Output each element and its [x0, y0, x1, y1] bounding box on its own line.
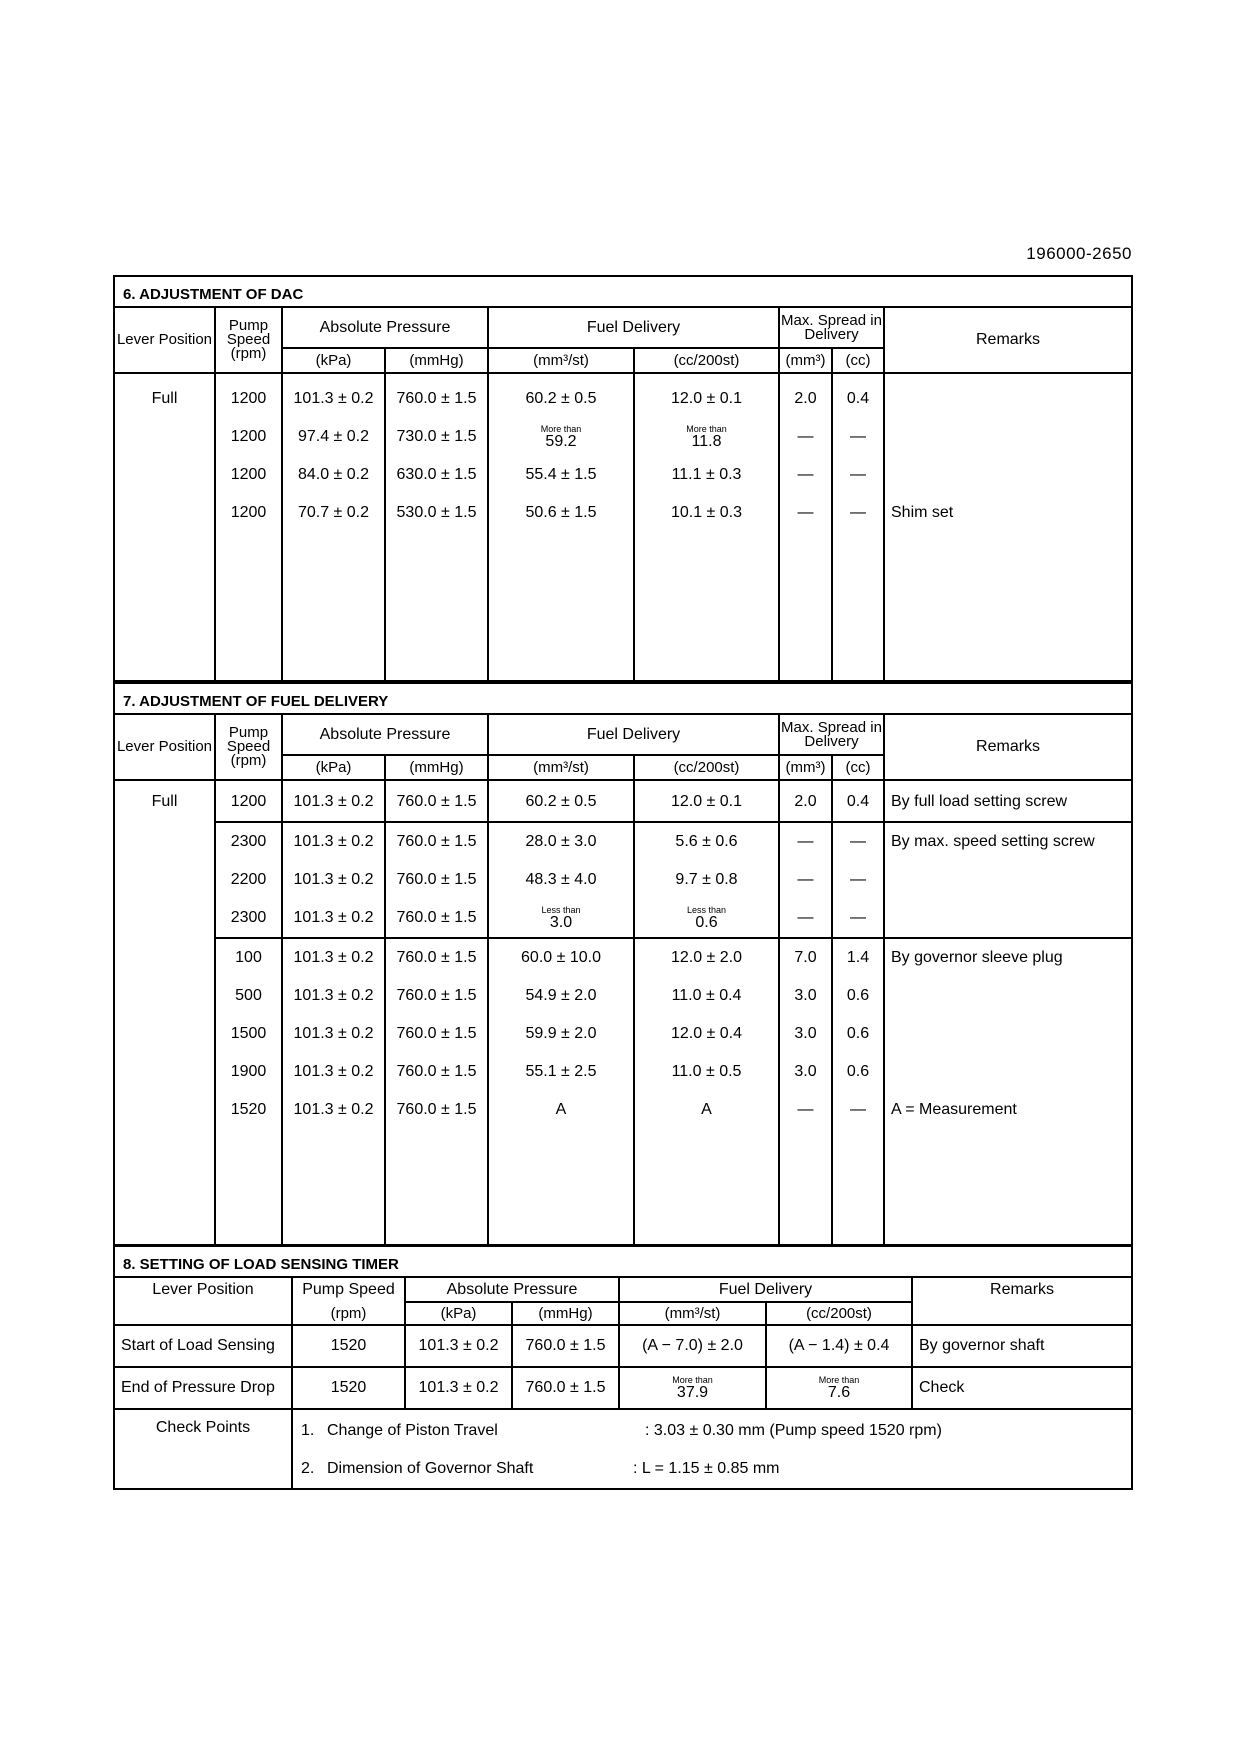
spread-mm3-value: 2.0 [794, 390, 817, 407]
document-number: 196000-2650 [1026, 244, 1132, 263]
kpa-value: 101.3 ± 0.2 [405, 1367, 512, 1409]
remark-text [885, 977, 1131, 1015]
spread-mm3-value: — [797, 871, 814, 888]
speed-column [215, 780, 282, 1245]
mmhg-value: 760.0 ± 1.5 [396, 833, 477, 850]
spread-cc-value: — [850, 466, 866, 483]
mmhg-value: 760.0 ± 1.5 [396, 949, 477, 966]
mm3st-value: 60.0 ± 10.0 [521, 949, 601, 966]
speed-value: 500 [235, 987, 262, 1004]
mmhg-value: 760.0 ± 1.5 [396, 793, 477, 810]
mm3st-value: 59.9 ± 2.0 [525, 1025, 597, 1042]
lever-position-header: Lever Position [114, 714, 215, 780]
speed-value: 1200 [230, 428, 267, 445]
cc200st-value: 0.6 [695, 913, 718, 931]
absolute-pressure-header: Absolute Pressure [282, 307, 488, 348]
mmhg-value: 760.0 ± 1.5 [396, 909, 477, 926]
section-8-title: 8. SETTING OF LOAD SENSING TIMER [114, 1246, 1132, 1277]
remarks-header: Remarks [912, 1277, 1132, 1325]
cc-unit: (cc) [832, 348, 884, 373]
kpa-column [282, 780, 385, 1245]
kpa-unit: (kPa) [282, 755, 385, 780]
check-point-number: 2. [301, 1460, 315, 1477]
timer-row [114, 1367, 1132, 1409]
mmhg-column [385, 373, 488, 681]
spread-cc-value: — [850, 871, 866, 888]
speed-value: 1200 [230, 504, 267, 521]
mm3st-value: 28.0 ± 3.0 [525, 833, 597, 850]
cc200st-value: 11.0 ± 0.4 [671, 987, 742, 1004]
fuel-delivery-adjustment-table [113, 682, 1133, 1246]
mmhg-value: 760.0 ± 1.5 [512, 1325, 619, 1367]
remark-text [885, 1053, 1131, 1091]
spread-cc-value: 0.6 [846, 987, 870, 1004]
mm3-unit: (mm³) [779, 755, 832, 780]
kpa-value: 101.3 ± 0.2 [293, 1025, 374, 1042]
mm3st-unit: (mm³/st) [488, 755, 634, 780]
mmhg-value: 760.0 ± 1.5 [396, 1063, 477, 1080]
mm3st-unit: (mm³/st) [619, 1302, 766, 1325]
lever-column [114, 780, 215, 1245]
cc200st-column [634, 780, 779, 1245]
mm3st-column [488, 373, 634, 681]
timer-row [114, 1325, 1132, 1367]
mmhg-value: 530.0 ± 1.5 [396, 504, 477, 521]
cc200st-unit: (cc/200st) [634, 755, 779, 780]
speed-value: 1520 [292, 1367, 405, 1409]
dac-adjustment-table [113, 275, 1133, 682]
max-spread-header: Max. Spread in Delivery [779, 307, 884, 348]
spread-cc-value: 0.6 [846, 1025, 870, 1042]
cc200st-value: 11.1 ± 0.3 [671, 466, 742, 483]
check-point-value: : 3.03 ± 0.30 mm (Pump speed 1520 rpm) [645, 1422, 942, 1439]
kpa-value: 101.3 ± 0.2 [293, 1063, 374, 1080]
kpa-value: 101.3 ± 0.2 [293, 390, 374, 407]
load-sensing-timer-table [113, 1245, 1133, 1490]
spread-mm3-value: — [797, 909, 814, 926]
remark-text [885, 861, 1131, 899]
lever-value: Full [151, 793, 178, 810]
mmhg-value: 760.0 ± 1.5 [396, 1101, 477, 1118]
mm3st-value: 37.9 [676, 1383, 709, 1401]
mm3st-column [488, 780, 634, 1245]
more-than-note: More than [686, 423, 727, 434]
mmhg-column [385, 780, 488, 1245]
kpa-value: 101.3 ± 0.2 [293, 949, 374, 966]
pump-speed-header: Pump Speed (rpm) [215, 714, 282, 780]
mm3st-value: 3.0 [549, 913, 573, 931]
cc200st-value: 7.6 [827, 1383, 851, 1401]
spread-mm3-value: — [797, 504, 814, 521]
remark-text [885, 380, 1131, 418]
cc200st-value: (A − 1.4) ± 0.4 [766, 1325, 912, 1367]
mmhg-value: 760.0 ± 1.5 [512, 1367, 619, 1409]
spread-mm3-column [779, 373, 832, 681]
spread-cc-value: — [850, 504, 866, 521]
less-than-note: Less than [686, 904, 727, 915]
kpa-value: 101.3 ± 0.2 [293, 871, 374, 888]
kpa-value: 101.3 ± 0.2 [293, 793, 374, 810]
check-point-name: Dimension of Governor Shaft [327, 1460, 534, 1477]
remark-text: Shim set [891, 504, 954, 521]
speed-value: 100 [235, 949, 262, 966]
mmhg-unit: (mmHg) [512, 1302, 619, 1325]
cc200st-value: 12.0 ± 0.1 [670, 390, 743, 407]
mm3-unit: (mm³) [779, 348, 832, 373]
kpa-value: 101.3 ± 0.2 [293, 833, 374, 850]
remark-text: By max. speed setting screw [891, 833, 1095, 850]
check-points-list [292, 1409, 1132, 1489]
less-than-note: Less than [541, 904, 581, 915]
mm3st-value: A [555, 1101, 567, 1118]
mmhg-value: 760.0 ± 1.5 [396, 987, 477, 1004]
kpa-value: 70.7 ± 0.2 [297, 504, 370, 521]
absolute-pressure-header: Absolute Pressure [282, 714, 488, 755]
remarks-column [884, 373, 1132, 681]
cc200st-value: 12.0 ± 0.1 [670, 793, 743, 810]
speed-value: 1900 [230, 1063, 267, 1080]
speed-value: 1200 [230, 390, 267, 407]
spread-cc-value: 0.4 [846, 793, 870, 810]
spread-mm3-value: — [797, 1101, 814, 1118]
mmhg-unit: (mmHg) [385, 755, 488, 780]
kpa-value: 84.0 ± 0.2 [297, 466, 370, 483]
kpa-value: 101.3 ± 0.2 [293, 987, 374, 1004]
spread-mm3-value: 2.0 [794, 793, 817, 810]
pump-speed-header: Pump Speed (rpm) [215, 307, 282, 373]
spread-cc-value: — [850, 428, 866, 445]
mm3st-value: 48.3 ± 4.0 [525, 871, 597, 888]
check-points-label: Check Points [114, 1409, 292, 1489]
spread-mm3-value: — [797, 428, 814, 445]
check-point-number: 1. [301, 1422, 315, 1439]
mm3st-value: 55.4 ± 1.5 [525, 466, 597, 483]
cc200st-column [634, 373, 779, 681]
mm3st-value: 50.6 ± 1.5 [525, 504, 597, 521]
spread-mm3-value: 3.0 [794, 1025, 817, 1042]
lever-column [114, 373, 215, 681]
mmhg-value: 630.0 ± 1.5 [396, 466, 477, 483]
fuel-delivery-header: Fuel Delivery [488, 714, 779, 755]
fuel-delivery-header: Fuel Delivery [488, 307, 779, 348]
mm3st-unit: (mm³/st) [488, 348, 634, 373]
max-spread-header: Max. Spread in Delivery [779, 714, 884, 755]
lever-position-header: Lever Position [114, 307, 215, 373]
speed-value: 1520 [230, 1101, 267, 1118]
check-point-name: Change of Piston Travel [327, 1422, 498, 1439]
mmhg-value: 760.0 ± 1.5 [396, 871, 477, 888]
pump-speed-header: Pump Speed [292, 1277, 405, 1302]
cc200st-value: 11.8 [691, 432, 722, 450]
spread-mm3-value: 3.0 [794, 987, 817, 1004]
lever-position-header: Lever Position [114, 1277, 292, 1325]
spread-cc-column [832, 373, 884, 681]
spread-cc-value: 1.4 [846, 949, 870, 966]
spread-mm3-value: — [797, 833, 814, 850]
spread-cc-value: — [850, 833, 866, 850]
speed-value: 1200 [230, 793, 267, 810]
kpa-unit: (kPa) [282, 348, 385, 373]
cc200st-value: 5.6 ± 0.6 [675, 833, 738, 850]
spread-cc-value: 0.6 [846, 1063, 870, 1080]
remark-text: A = Measurement [891, 1101, 1017, 1118]
more-than-note: More than [540, 423, 582, 434]
mmhg-value: 760.0 ± 1.5 [396, 390, 477, 407]
spread-mm3-value: — [797, 466, 814, 483]
more-than-note: More than [818, 1374, 860, 1385]
cc200st-value: 11.0 ± 0.5 [671, 1063, 742, 1080]
remark-text: By full load setting screw [891, 793, 1068, 810]
kpa-column [282, 373, 385, 681]
spread-mm3-column [779, 780, 832, 1245]
kpa-value: 101.3 ± 0.2 [293, 1101, 374, 1118]
spread-cc-column [832, 780, 884, 1245]
cc200st-unit: (cc/200st) [766, 1302, 912, 1325]
remarks-header: Remarks [884, 307, 1132, 373]
mm3st-value: 60.2 ± 0.5 [525, 390, 597, 407]
speed-value: 2300 [230, 833, 267, 850]
remarks-column [884, 780, 1132, 1245]
mm3st-value: 54.9 ± 2.0 [525, 987, 597, 1004]
mmhg-unit: (mmHg) [385, 348, 488, 373]
lever-value: Full [151, 390, 178, 407]
check-point-item [301, 1412, 1131, 1450]
mm3st-value: 60.2 ± 0.5 [525, 793, 597, 810]
cc-unit: (cc) [832, 755, 884, 780]
spread-mm3-value: 3.0 [794, 1063, 817, 1080]
spread-cc-value: — [850, 1101, 866, 1118]
kpa-value: 97.4 ± 0.2 [297, 428, 370, 445]
remarks-header: Remarks [884, 714, 1132, 780]
spread-mm3-value: 7.0 [794, 949, 817, 966]
speed-value: 1520 [292, 1325, 405, 1367]
cc200st-value: 9.7 ± 0.8 [675, 871, 738, 888]
cc200st-value: 10.1 ± 0.3 [670, 504, 743, 521]
section-7-title: 7. ADJUSTMENT OF FUEL DELIVERY [114, 683, 1132, 714]
kpa-value: 101.3 ± 0.2 [405, 1325, 512, 1367]
speed-column [215, 373, 282, 681]
speed-value: 2300 [230, 909, 267, 926]
fuel-delivery-header: Fuel Delivery [619, 1277, 912, 1302]
kpa-unit: (kPa) [405, 1302, 512, 1325]
more-than-note: More than [672, 1374, 713, 1385]
mmhg-value: 760.0 ± 1.5 [396, 1025, 477, 1042]
mmhg-value: 730.0 ± 1.5 [396, 428, 477, 445]
spread-cc-value: 0.4 [846, 390, 870, 407]
mm3st-value: 55.1 ± 2.5 [525, 1063, 597, 1080]
lever-value: End of Pressure Drop [114, 1367, 292, 1409]
remark-text: Check [912, 1367, 1132, 1409]
absolute-pressure-header: Absolute Pressure [405, 1277, 619, 1302]
kpa-value: 101.3 ± 0.2 [293, 909, 374, 926]
check-point-value: : L = 1.15 ± 0.85 mm [633, 1460, 780, 1477]
rpm-unit: (rpm) [292, 1302, 405, 1325]
remark-text: By governor sleeve plug [891, 949, 1063, 966]
remark-text [885, 456, 1131, 494]
speed-value: 1200 [230, 466, 267, 483]
speed-value: 1500 [230, 1025, 267, 1042]
section-6-title: 6. ADJUSTMENT OF DAC [114, 276, 1132, 307]
remark-text [885, 1015, 1131, 1053]
remark-text [885, 899, 1131, 937]
spread-cc-value: — [850, 909, 866, 926]
cc200st-value: 12.0 ± 0.4 [670, 1025, 743, 1042]
cc200st-value: A [701, 1101, 712, 1118]
cc200st-unit: (cc/200st) [634, 348, 779, 373]
cc200st-value: 12.0 ± 2.0 [670, 949, 743, 966]
lever-value: Start of Load Sensing [114, 1325, 292, 1367]
remark-text [885, 418, 1131, 456]
speed-value: 2200 [230, 871, 267, 888]
check-point-item [301, 1450, 1131, 1488]
mm3st-value: (A − 7.0) ± 2.0 [619, 1325, 766, 1367]
mm3st-value: 59.2 [545, 432, 577, 450]
remark-text: By governor shaft [912, 1325, 1132, 1367]
